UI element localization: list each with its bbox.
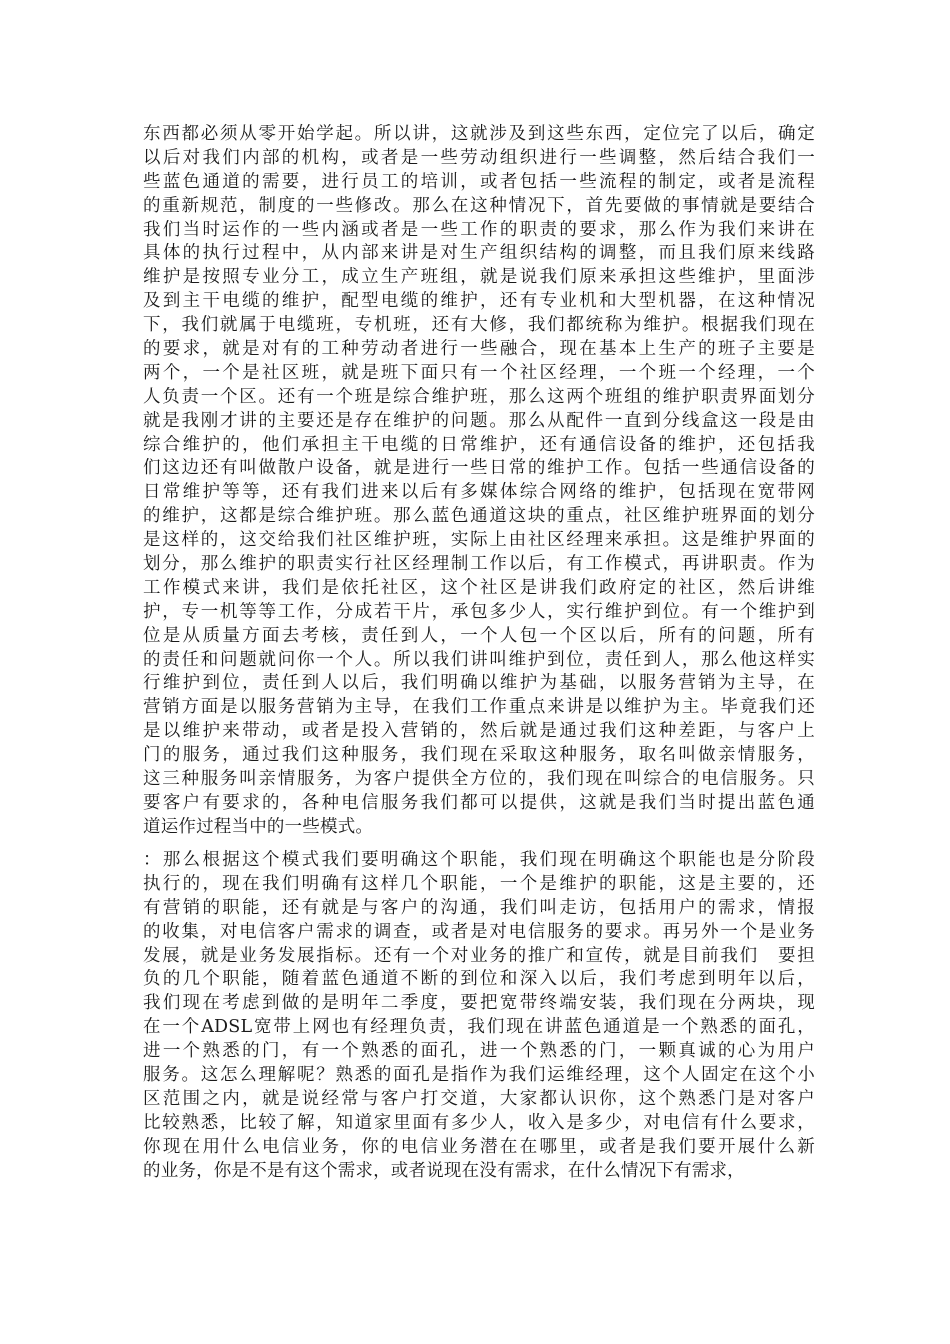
text-line: 维护是按照专业分工，成立生产班组，就是说我们原来承担这些维护，里面涉 — [143, 267, 815, 288]
text-line: 两个，一个是社区班，就是班下面只有一个社区经理，一个班一个经理，一个 — [143, 362, 815, 383]
text-line: 门的服务，通过我们这种服务，我们现在采取这种服务，取名叫做亲情服务， — [143, 745, 815, 766]
text-line: 的重新规范，制度的一些修改。那么在这种情况下，首先要做的事情就是要结合 — [143, 195, 815, 216]
text-line: 工作模式来讲，我们是依托社区，这个社区是讲我们政府定的社区，然后讲维 — [143, 577, 815, 598]
text-line: 护，专一机等等工作，分成若干片，承包多少人，实行维护到位。有一个维护到 — [143, 601, 815, 622]
text-line: 的维护，这都是综合维护班。那么蓝色通道这块的重点，社区维护班界面的划分 — [143, 506, 815, 527]
text-line: 人负责一个区。还有一个班是综合维护班，那么这两个班组的维护职责界面划分 — [143, 386, 815, 407]
text-line: 及到主干电缆的维护，配型电缆的维护，还有专业机和大型机器，在这种情况 — [143, 291, 815, 312]
text-line: 是以维护来带动，或者是投入营销的，然后就是通过我们这种差距，与客户上 — [143, 721, 815, 742]
text-line: 下，我们就属于电缆班，专机班，还有大修，我们都统称为维护。根据我们现在 — [143, 315, 815, 336]
text-line: 在一个ADSL宽带上网也有经理负责，我们现在讲蓝色通道是一个熟悉的面孔， — [143, 1017, 815, 1038]
text-line: 进一个熟悉的门，有一个熟悉的面孔，进一个熟悉的门，一颗真诚的心为用户 — [143, 1041, 815, 1062]
text-line: 综合维护的，他们承担主干电缆的日常维护，还有通信设备的维护，还包括我 — [143, 434, 815, 455]
text-line: 比较熟悉，比较了解，知道家里面有多少人，收入是多少，对电信有什么要求， — [143, 1112, 815, 1133]
text-line: 负的几个职能，随着蓝色通道不断的到位和深入以后，我们考虑到明年以后， — [143, 969, 815, 990]
text-line: 我们当时运作的一些内涵或者是一些工作的职责的要求，那么作为我们来讲在 — [143, 219, 815, 240]
text-line: 日常维护等等，还有我们进来以后有多媒体综合网络的维护，包括现在宽带网 — [143, 482, 815, 503]
text-line: 这三种服务叫亲情服务，为客户提供全方位的，我们现在叫综合的电信服务。只 — [143, 769, 815, 790]
text-line: 位是从质量方面去考核，责任到人，一个人包一个区以后，所有的问题，所有 — [143, 625, 815, 646]
text-line: 区范围之内，就是说经常与客户打交道，大家都认识你，这个熟悉门是对客户 — [143, 1088, 815, 1109]
text-line: 些蓝色通道的需要，进行员工的培训，或者包括一些流程的制定，或者是流程 — [143, 171, 815, 192]
text-line: 东西都必须从零开始学起。所以讲，这就涉及到这些东西，定位完了以后，确定 — [143, 124, 815, 144]
text-line: 就是我刚才讲的主要还是存在维护的问题。那么从配件一直到分线盒这一段是由 — [143, 410, 815, 431]
text-line: 的责任和问题就问你一个人。所以我们讲叫维护到位，责任到人，那么他这样实 — [143, 649, 815, 670]
text-line: 是这样的，这交给我们社区维护班，实际上由社区经理来承担。这是维护界面的 — [143, 530, 815, 551]
text-line: 你现在用什么电信业务，你的电信业务潜在在哪里，或者是我们要开展什么新 — [143, 1136, 815, 1157]
text-line: 营销方面是以服务营销为主导，在我们工作重点来讲是以维护为主。毕竟我们还 — [143, 697, 815, 718]
text-line: 道运作过程当中的一些模式。 — [143, 816, 374, 837]
text-line: 要客户有要求的，各种电信服务我们都可以提供，这就是我们当时提出蓝色通 — [143, 792, 815, 813]
text-line: 的业务，你是不是有这个需求，或者说现在没有需求，在什么情况下有需求， — [143, 1160, 745, 1181]
text-line: 以后对我们内部的机构，或者是一些劳动组织进行一些调整，然后结合我们一 — [143, 147, 815, 168]
paragraph-1 — [143, 123, 815, 840]
text-line: 的收集，对电信客户需求的调查，或者是对电信服务的要求。再另外一个是业务 — [143, 921, 815, 942]
text-line: 们这边还有叫做散户设备，就是进行一些日常的维护工作。包括一些通信设备的 — [143, 458, 815, 479]
text-line: 发展，就是业务发展指标。还有一个对业务的推广和宣传，就是目前我们 要担 — [143, 945, 815, 966]
text-line: 我们现在考虑到做的是明年二季度，要把宽带终端安装，我们现在分两块，现 — [143, 993, 815, 1014]
text-line: 执行的，现在我们明确有这样几个职能，一个是维护的职能，这是主要的，还 — [143, 873, 815, 894]
text-line: ：那么根据这个模式我们要明确这个职能，我们现在明确这个职能也是分阶段 — [143, 850, 815, 870]
text-line: 服务。这怎么理解呢？熟悉的面孔是指作为我们运维经理，这个人固定在这个小 — [143, 1065, 815, 1086]
text-line: 有营销的职能，还有就是与客户的沟通，我们叫走访，包括用户的需求，情报 — [143, 897, 815, 918]
text-line: 具体的执行过程中，从内部来讲是对生产组织结构的调整，而且我们原来线路 — [143, 243, 815, 264]
text-line: 划分，那么维护的职责实行社区经理制工作以后，有工作模式，再讲职责。作为 — [143, 554, 815, 575]
text-line: 行维护到位，责任到人以后，我们明确以维护为基础，以服务营销为主导，在 — [143, 673, 815, 694]
text-line: 的要求，就是对有的工种劳动者进行一些融合，现在基本上生产的班子主要是 — [143, 339, 815, 360]
paragraph-2 — [143, 849, 815, 1183]
